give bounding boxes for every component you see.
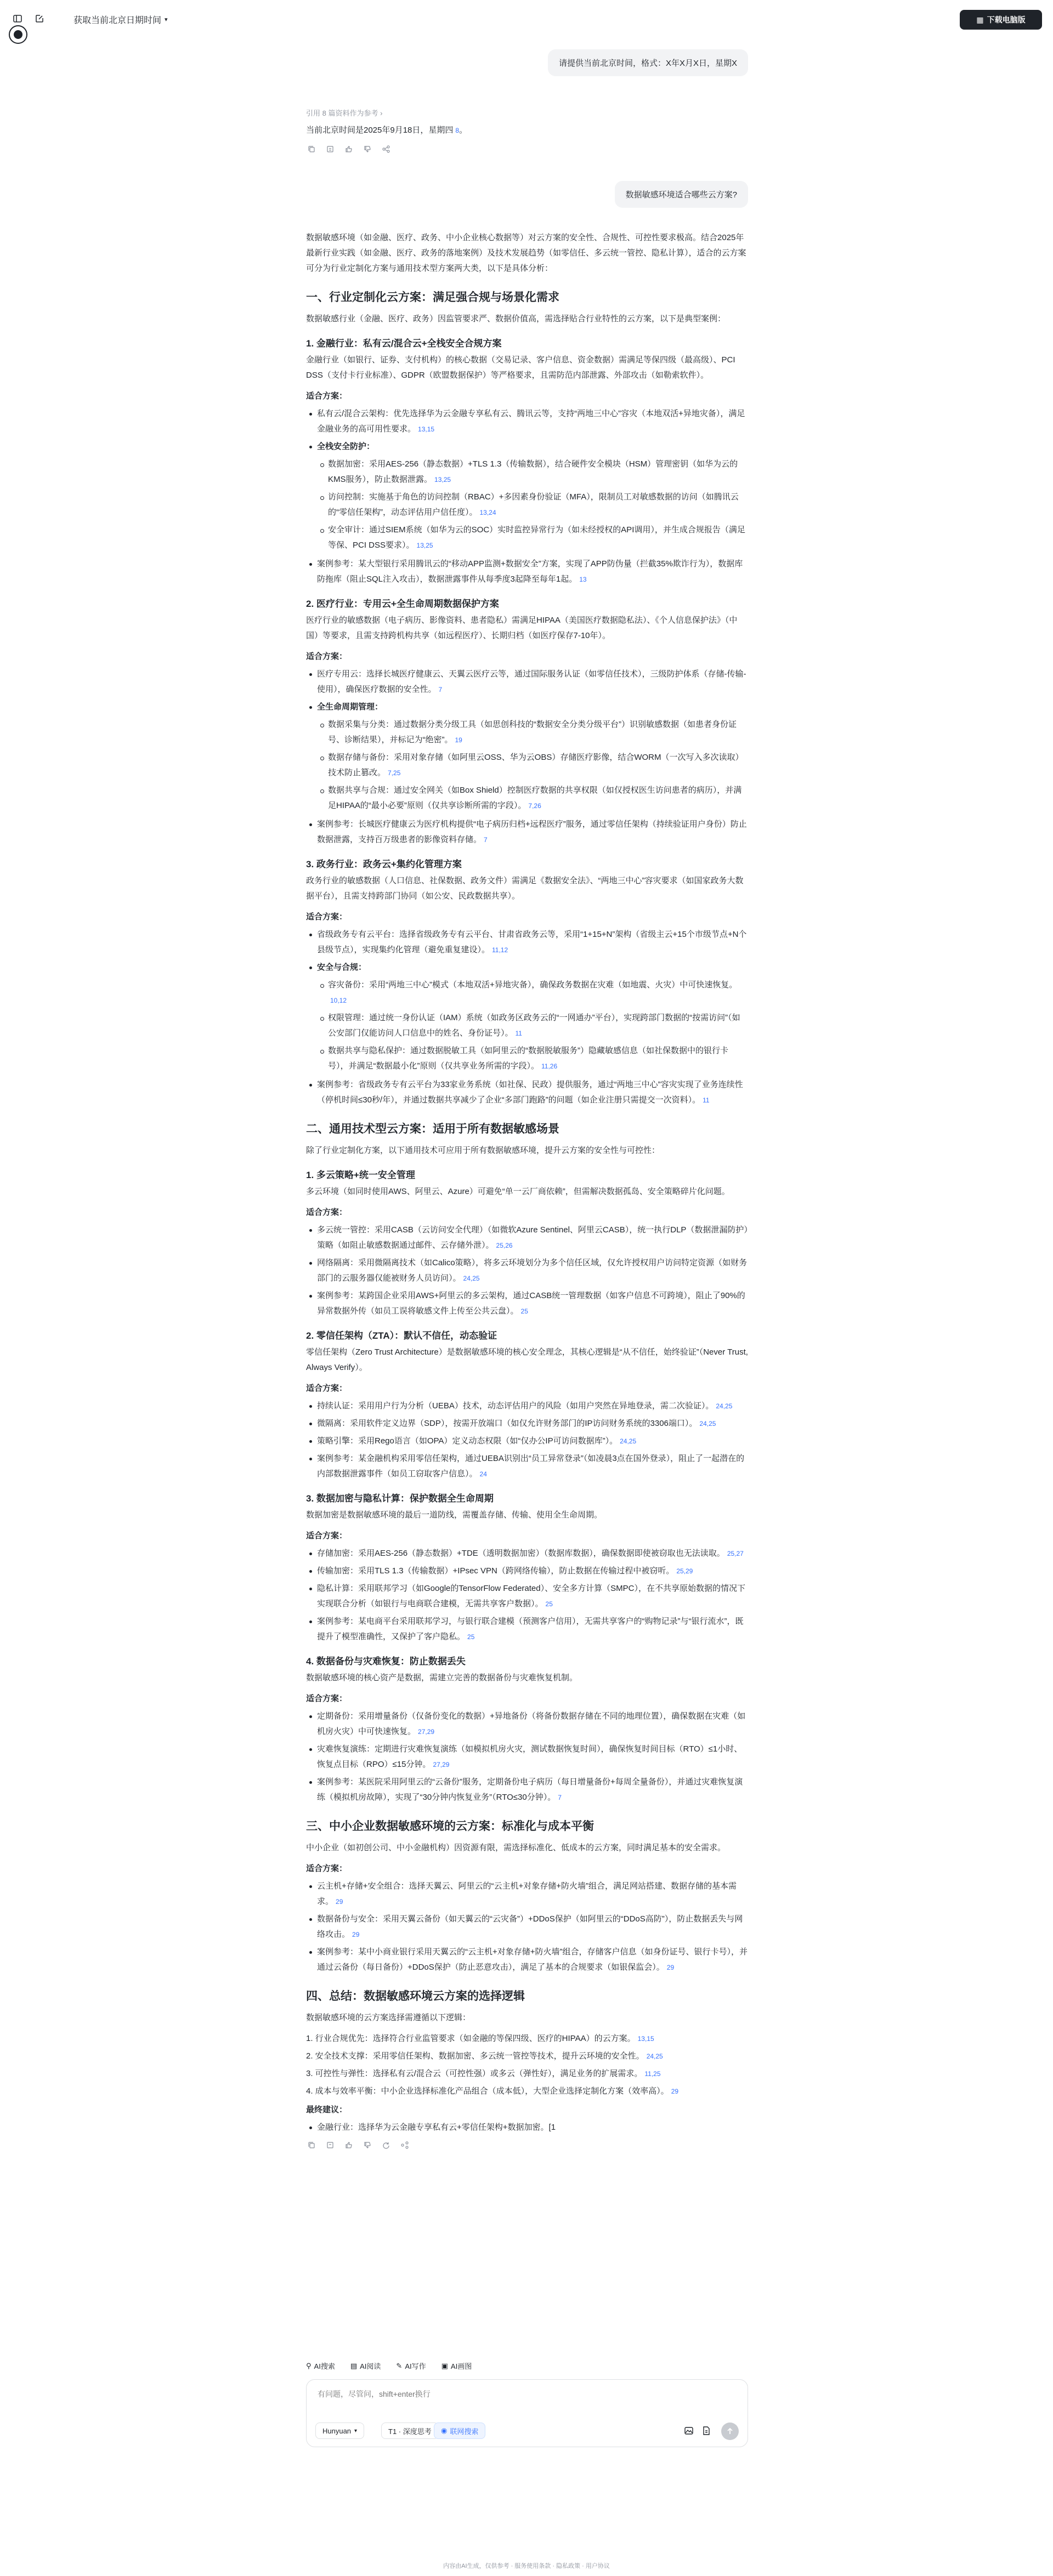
citation-badge[interactable]: 24,25 bbox=[716, 1402, 733, 1410]
file-upload-icon[interactable] bbox=[700, 2425, 712, 2437]
list-item: 数据共享与隐私保护：通过数据脱敏工具（如阿里云的“数据脱敏服务”）隐藏敏感信息（如社保数据中的银行卡号），并满足“数据最小化”原则（仅共享业务所需的字段）。 11,26 bbox=[317, 1043, 748, 1074]
subsection-heading: 1. 多云策略+统一安全管理 bbox=[306, 1170, 415, 1180]
new-chat-icon[interactable] bbox=[32, 11, 47, 26]
list-item: 案例参考：长城医疗健康云为医疗机构提供“电子病历归档+远程医疗”服务，通过零信任架构（持续验证用户身份）防止数据泄露，支持百万级患者的影像资料存储。 7 bbox=[306, 817, 748, 848]
solution-label: 适合方案： bbox=[306, 912, 348, 922]
sidebar-toggle-icon[interactable] bbox=[10, 11, 25, 26]
image-icon: ▣ bbox=[441, 2361, 448, 2370]
list-item: 访问控制：实施基于角色的访问控制（RBAC）+多因素身份验证（MFA），限制员工对敏感数据的访问（如腾讯云的“零信任架构”，动态评估用户信任度）。 13,24 bbox=[317, 490, 748, 520]
thumb-up-icon[interactable] bbox=[343, 144, 354, 155]
citation-badge[interactable]: 13,24 bbox=[479, 509, 496, 516]
send-button[interactable] bbox=[721, 2423, 739, 2440]
solution-label: 适合方案： bbox=[306, 652, 348, 661]
bullet-list bbox=[306, 1398, 748, 1482]
ordered-list bbox=[306, 2031, 748, 2099]
answer-intro: 数据敏感环境（如金融、医疗、政务、中小企业核心数据等）对云方案的安全性、合规性、可控性要求极高。结合2025年最新行业实践（如金融、医疗、政务的落地案例）及技术发展趋势（如零信任、多云统一管控、隐私计算），适合的云方案可分为行业定制化方案与通用技术型方案两大类，以下是具体分析： bbox=[306, 233, 746, 273]
ai-draw-tool[interactable]: ▣ AI画图 bbox=[441, 2361, 472, 2370]
citation-badge[interactable]: 24,25 bbox=[463, 1275, 480, 1282]
subsection-heading: 4. 数据备份与灾难恢复：防止数据丢失 bbox=[306, 1656, 466, 1667]
section-heading: 四、总结：数据敏感环境云方案的选择逻辑 bbox=[306, 1990, 525, 2003]
list-item: 云主机+存储+安全组合：选择天翼云、阿里云的“云主机+对象存储+防火墙”组合，满足网站搭建、数据存储的基本需求。 29 bbox=[306, 1879, 748, 1909]
ai-read-tool[interactable]: ▤ AI阅读 bbox=[350, 2361, 381, 2370]
citation-badge[interactable]: 29 bbox=[336, 1898, 343, 1906]
thumb-down-icon[interactable] bbox=[362, 144, 373, 155]
user-message bbox=[548, 49, 748, 76]
bullet-list bbox=[306, 1222, 748, 1319]
message-actions bbox=[306, 2140, 748, 2151]
list-item: 权限管理：通过统一身份认证（IAM）系统（如政务区政务云的“一网通办”平台），实现跨部门数据的“按需访问”（如公安部门仅能访问人口信息中的姓名、身份证号）。 11 bbox=[317, 1010, 748, 1041]
user-message-text: 数据敏感环境适合哪些云方案? bbox=[625, 190, 737, 200]
assistant-message-text: 当前北京时间是2025年9月18日，星期四 bbox=[306, 126, 454, 135]
citation-badge[interactable]: 11,25 bbox=[644, 2070, 661, 2078]
citation-badge[interactable]: 7 bbox=[558, 1794, 562, 1801]
assistant-answer bbox=[306, 230, 748, 2151]
section-heading: 三、中小企业数据敏感环境的云方案：标准化与成本平衡 bbox=[306, 1820, 594, 1833]
list-item: 案例参考：某电商平台采用联邦学习，与银行联合建模（预测客户信用），无需共享客户的“购物记录”与“银行流水”，既提升了模型准确性，又保护了客户隐私。 25 bbox=[306, 1614, 748, 1645]
copy-icon[interactable] bbox=[306, 144, 317, 155]
image-upload-icon[interactable] bbox=[683, 2425, 695, 2437]
list-item: 数据采集与分类：通过数据分类分级工具（如思创科技的“数据安全分类分级平台”）识别敏感数据（如患者身份证号、诊断结果），并标记为“绝密”。 19 bbox=[317, 717, 748, 748]
citation-badge[interactable]: 27,29 bbox=[433, 1761, 450, 1768]
list-item: 案例参考：某跨国企业采用AWS+阿里云的多云架构，通过CASB统一管理数据（如客户信息不可跨境），阻止了90%的异常数据外传（如员工误将敏感文件上传至公共云盘）。 25 bbox=[306, 1288, 748, 1319]
citation-badge[interactable]: 25 bbox=[467, 1633, 475, 1641]
download-label: 下载电脑版 bbox=[987, 15, 1026, 24]
citation-badge[interactable]: 11 bbox=[515, 1030, 522, 1037]
list-item: 数据共享与合规：通过安全网关（如Box Shield）控制医疗数据的共享权限（如仅授权医生访问患者的病历），并满足HIPAA的“最小必要”原则（仅共享诊断所需的字段）。 7,26 bbox=[317, 783, 748, 814]
chevron-down-icon: ▾ bbox=[165, 16, 168, 23]
solution-label: 适合方案： bbox=[306, 1531, 348, 1540]
document-icon[interactable] bbox=[325, 2140, 336, 2151]
thumb-down-icon[interactable] bbox=[362, 2140, 373, 2151]
citation-badge[interactable]: 25 bbox=[520, 1307, 528, 1315]
citation-badge[interactable]: 24 bbox=[479, 1470, 487, 1478]
solution-label: 适合方案： bbox=[306, 391, 348, 401]
list-item: 策略引擎：采用Rego语言（如OPA）定义动态权限（如“仅办公IP可访问数据库”）。 24,25 bbox=[306, 1434, 748, 1449]
subsection-desc: 医疗行业的敏感数据（电子病历、影像资料、患者隐私）需满足HIPAA（美国医疗数据隐私法）、《个人信息保护法》（中国）等要求，且需支持跨机构共享（如远程医疗）、长期归档（如医疗保存7-10年）。 bbox=[306, 616, 738, 640]
model-selector[interactable]: Hunyuan ▾ bbox=[315, 2423, 364, 2439]
list-item: 案例参考：省级政务专有云平台为33家业务系统（如社保、民政）提供服务，通过“两地三中心”容灾实现了业务连续性（停机时间≤30秒/年），并通过数据共享减少了企业“多部门跑路”的问题（如企业注册只需提交一次资料）。 11 bbox=[306, 1077, 748, 1108]
assistant-message: 当前北京时间是2025年9月18日，星期四 8。 bbox=[306, 126, 468, 135]
nested-list bbox=[317, 457, 748, 553]
list-item: 1. 行业合规优先：选择符合行业监管要求（如金融的等保四级、医疗的HIPAA）的云方案。 13,15 bbox=[306, 2034, 654, 2043]
list-item: 定期备份：采用增量备份（仅备份变化的数据）+异地备份（将备份数据存储在不同的地理位置），确保数据在灾难（如机房火灾）中可快速恢复。 27,29 bbox=[306, 1709, 748, 1739]
citation-badge[interactable]: 19 bbox=[455, 736, 462, 744]
citation-badge[interactable]: 29 bbox=[671, 2088, 679, 2095]
citation-badge[interactable]: 24,25 bbox=[620, 1437, 637, 1445]
chevron-down-icon: ▾ bbox=[354, 2427, 358, 2434]
share-icon[interactable] bbox=[399, 2140, 410, 2151]
ai-write-tool[interactable]: ✎ AI写作 bbox=[396, 2361, 426, 2370]
citation-badge[interactable]: 7 bbox=[484, 836, 488, 844]
solution-label: 适合方案： bbox=[306, 1208, 348, 1217]
citation-badge[interactable]: 11,12 bbox=[492, 946, 508, 954]
reference-count-text: 引用 8 篇资料作为参考 bbox=[306, 109, 378, 117]
bullet-list bbox=[306, 406, 748, 587]
list-item: 3. 可控性与弹性：选择私有云/混合云（可控性强）或多云（弹性好），满足业务的扩展需求。 11,25 bbox=[306, 2069, 661, 2078]
subsection-desc: 金融行业（如银行、证券、支付机构）的核心数据（交易记录、客户信息、资金数据）需满足等保四级（最高级）、PCI DSS（支付卡行业标准）、GDPR（欧盟数据保护）等严格要求，且需防范内部泄露、外部攻击（如勒索软件）。 bbox=[306, 355, 735, 380]
section-desc: 除了行业定制化方案，以下通用技术可应用于所有数据敏感环境，提升云方案的安全性与可控性： bbox=[306, 1146, 660, 1155]
list-item: 隐私计算：采用联邦学习（如Google的TensorFlow Federated）、安全多方计算（SMPC），在不共享原始数据的情况下实现联合分析（如银行与电商联合建模，无需共享客户数据）。 25 bbox=[306, 1581, 748, 1612]
citation-badge[interactable]: 27,29 bbox=[418, 1728, 435, 1736]
conversation-title-text: 获取当前北京日期时间 bbox=[73, 16, 162, 25]
solution-label: 适合方案： bbox=[306, 1384, 348, 1393]
book-icon: ▤ bbox=[350, 2361, 358, 2370]
list-item: 2. 安全技术支撑：采用零信任架构、数据加密、多云统一管控等技术，提升云环境的安全性。 24,25 bbox=[306, 2051, 663, 2061]
message-actions bbox=[306, 144, 392, 155]
citation-badge[interactable]: 11,26 bbox=[541, 1062, 558, 1070]
citation-badge[interactable]: 24,25 bbox=[646, 2052, 663, 2060]
list-item: 灾难恢复演练：定期进行灾难恢复演练（如模拟机房火灾，测试数据恢复时间），确保恢复时间目标（RTO）≤1小时、恢复点目标（RPO）≤15分钟。 27,29 bbox=[306, 1742, 748, 1772]
app-logo[interactable] bbox=[9, 25, 27, 44]
section-desc: 数据敏感行业（金融、医疗、政务）因监管要求严、数据价值高，需选择贴合行业特性的云方案，以下是典型案例： bbox=[306, 314, 726, 323]
list-item: 4. 成本与效率平衡：中小企业选择标准化产品组合（成本低），大型企业选择定制化方案（效率高）。 29 bbox=[306, 2086, 679, 2096]
subsection-heading: 3. 政务行业：政务云+集约化管理方案 bbox=[306, 859, 462, 869]
list-item: 案例参考：某大型银行采用腾讯云的“移动APP监测+数据安全”方案，实现了APP防伪量（拦截35%欺诈行为），数据库防拖库（阻止SQL注入攻击），数据泄露事件从每季度3起降至每年1起。 13 bbox=[306, 556, 748, 587]
document-icon[interactable] bbox=[325, 144, 336, 155]
subsection-heading: 1. 金融行业：私有云/混合云+全栈安全合规方案 bbox=[306, 338, 502, 349]
net-search-toggle[interactable]: ◉ 联网搜索 bbox=[434, 2423, 485, 2439]
section-desc: 中小企业（如初创公司、中小金融机构）因资源有限，需选择标准化、低成本的云方案，同时满足基本的安全需求。 bbox=[306, 1843, 726, 1852]
citation-badge[interactable]: 24,25 bbox=[699, 1420, 716, 1428]
bullet-list bbox=[306, 667, 748, 848]
share-icon[interactable] bbox=[381, 144, 392, 155]
citation-badge[interactable]: 13,15 bbox=[637, 2035, 654, 2043]
citation-badge[interactable]: 13,25 bbox=[434, 476, 451, 484]
subsection-desc: 政务行业的敏感数据（人口信息、社保数据、政务文件）需满足《数据安全法》、“两地三中心”容灾要求（如国家政务大数据平台），且需支持跨部门协同（如公安、民政数据共享）。 bbox=[306, 876, 744, 901]
chat-input-box bbox=[306, 2379, 748, 2447]
citation-badge[interactable]: 11 bbox=[703, 1096, 710, 1104]
list-item: 网络隔离：采用微隔离技术（如Calico策略），将多云环境划分为多个信任区域，仅允许授权用户访问特定资源（如财务部门的云服务器仅能被财务人员访问）。 24,25 bbox=[306, 1255, 748, 1286]
user-message bbox=[615, 181, 748, 208]
subsection-desc: 多云环境（如同时使用AWS、阿里云、Azure）可避免“单一云厂商依赖”，但需解决数据孤岛、安全策略碎片化问题。 bbox=[306, 1187, 730, 1196]
desktop-icon: ▦ bbox=[976, 15, 984, 24]
bullet-list bbox=[306, 2120, 748, 2135]
citation-badge[interactable]: 7,25 bbox=[388, 769, 401, 777]
list-item: 案例参考：某中小商业银行采用天翼云的“云主机+对象存储+防火墙”组合，存储客户信息（如身份证号、银行卡号），并通过云备份（每日备份）+DDoS保护（防止恶意攻击），满足了基本的合规要求（如银保监会）。 29 bbox=[306, 1944, 748, 1975]
section-desc: 数据敏感环境的云方案选择需遵循以下逻辑： bbox=[306, 2013, 471, 2022]
citation-badge[interactable]: 29 bbox=[352, 1931, 360, 1938]
list-item: 全生命周期管理： 数据采集与分类：通过数据分类分级工具（如思创科技的“数据安全分类分级平台”）识别敏感数据（如患者身份证号、诊断结果），并标记为“绝密”。 19 数据存储与备份：采用对象存储（如阿里云OSS、华为云OBS）存储医疗影像，结合WORM（一次写入多次读取）技术防止篡改。 7,25 数据共享与合规：通过安全网关（如Box Shield）控制医疗数据的共享权限（如仅授权医生访问患者的病历），并满足HIPAA的“最小必要”原则（仅共享诊断所需的字段）。 7,26 bbox=[306, 700, 748, 814]
list-item: 数据存储与备份：采用对象存储（如阿里云OSS、华为云OBS）存储医疗影像，结合WORM（一次写入多次读取）技术防止篡改。 7,25 bbox=[317, 750, 748, 781]
final-label: 最终建议： bbox=[306, 2105, 348, 2114]
citation-badge[interactable]: 10,12 bbox=[330, 997, 347, 1004]
list-item: 存储加密：采用AES-256（静态数据）+TDE（透明数据加密）（数据库数据），确保数据即使被窃取也无法读取。 25,27 bbox=[306, 1546, 748, 1561]
citation-badge[interactable]: 13 bbox=[579, 576, 587, 583]
section-heading: 一、行业定制化云方案：满足强合规与场景化需求 bbox=[306, 291, 559, 304]
section-heading: 二、通用技术型云方案：适用于所有数据敏感场景 bbox=[306, 1123, 559, 1135]
download-desktop-button[interactable] bbox=[960, 10, 1042, 30]
list-item: 多云统一管控：采用CASB（云访问安全代理）（如微软Azure Sentinel、阿里云CASB），统一执行DLP（数据泄漏防护）策略（如阻止敏感数据通过邮件、云存储外泄）。 25,26 bbox=[306, 1222, 748, 1253]
bullet-list bbox=[306, 1709, 748, 1805]
regenerate-icon[interactable] bbox=[381, 2140, 392, 2151]
subsection-heading: 3. 数据加密与隐私计算：保护数据全生命周期 bbox=[306, 1493, 494, 1504]
subsection-heading: 2. 医疗行业：专用云+全生命周期数据保护方案 bbox=[306, 599, 499, 609]
citation-badge[interactable]: 8 bbox=[455, 127, 460, 134]
user-message-text: 请提供当前北京时间，格式：X年X月X日，星期X bbox=[558, 59, 737, 68]
citation-badge[interactable]: 29 bbox=[666, 1964, 675, 1971]
search-icon: ⚲ bbox=[306, 2361, 312, 2370]
bullet-list bbox=[306, 1546, 748, 1645]
subsection-desc: 数据敏感环境的核心资产是数据，需建立完善的数据备份与灾难恢复机制。 bbox=[306, 1673, 578, 1682]
send-icon bbox=[726, 2427, 734, 2435]
footer-disclaimer: 内容由AI生成，仅供参考 · 服务使用条款 · 隐私政策 · 用户协议 bbox=[443, 2563, 610, 2569]
citation-badge[interactable]: 25,29 bbox=[676, 1567, 693, 1575]
list-item: 微隔离：采用软件定义边界（SDP），按需开放端口（如仅允许财务部门的IP访问财务系统的3306端口）。 24,25 bbox=[306, 1416, 748, 1431]
citation-badge[interactable]: 7 bbox=[438, 686, 443, 693]
list-item: 安全审计：通过SIEM系统（如华为云的SOC）实时监控异常行为（如未经授权的API调用），并生成合规报告（满足等保、PCI DSS要求）。 13,25 bbox=[317, 522, 748, 553]
bullet-list bbox=[306, 1879, 748, 1975]
citation-badge[interactable]: 13,25 bbox=[416, 542, 433, 549]
list-item: 容灾备份：采用“两地三中心”模式（本地双活+异地灾备），确保政务数据在灾难（如地震、火灾）中可快速恢复。10,12 bbox=[317, 977, 748, 1008]
list-item: 案例参考：某金融机构采用零信任架构，通过UEBA识别出“员工异常登录”（如凌晨3点在国外登录），阻止了一起潜在的内部数据泄露事件（如员工窃取客户信息）。 24 bbox=[306, 1451, 748, 1482]
pen-icon: ✎ bbox=[396, 2361, 403, 2370]
list-item: 案例参考：某医院采用阿里云的“云备份”服务，定期备份电子病历（每日增量备份+每周全量备份），并通过灾难恢复演练（模拟机房故障），实现了“30分钟内恢复业务”（RTO≤30分钟）。 7 bbox=[306, 1775, 748, 1805]
top-bar bbox=[0, 0, 1053, 38]
list-item: 传输加密：采用TLS 1.3（传输数据）+IPsec VPN（跨网络传输），防止数据在传输过程中被窃听。 25,29 bbox=[306, 1563, 748, 1579]
subsection-desc: 数据加密是数据敏感环境的最后一道防线，需覆盖存储、传输、使用全生命周期。 bbox=[306, 1510, 603, 1520]
list-item: 医疗专用云：选择长城医疗健康云、天翼云医疗云等，通过国际服务认证（如零信任技术），三级防护体系（存储-传输-使用），确保医疗数据的安全性。 7 bbox=[306, 667, 748, 697]
copy-icon[interactable] bbox=[306, 2140, 317, 2151]
solution-label: 适合方案： bbox=[306, 1694, 348, 1703]
citation-badge[interactable]: 25 bbox=[545, 1600, 553, 1608]
globe-icon: ◉ bbox=[441, 2426, 448, 2435]
nested-list bbox=[317, 977, 748, 1074]
subsection-heading: 2. 零信任架构（ZTA）：默认不信任，动态验证 bbox=[306, 1330, 497, 1341]
citation-badge[interactable]: 25,27 bbox=[727, 1550, 744, 1557]
chat-input[interactable] bbox=[318, 2390, 734, 2398]
citation-badge[interactable]: 25,26 bbox=[496, 1242, 513, 1249]
tool-shortcuts bbox=[306, 2361, 472, 2371]
citation-badge[interactable]: 7,26 bbox=[528, 802, 541, 810]
list-item: 全栈安全防护： 数据加密：采用AES-256（静态数据）+TLS 1.3（传输数据），结合硬件安全模块（HSM）管理密钥（如华为云的KMS服务），防止数据泄露。 13,25 访问控制：实施基于角色的访问控制（RBAC）+多因素身份验证（MFA），限制员工对敏感数据的访问（如腾讯云的“零信任架构”，动态评估用户信任度）。 13,24 安全审计：通过SIEM系统（如华为云的SOC）实时监控异常行为（如未经授权的API调用），并生成合规报告（满足等保、PCI DSS要求）。 13,25 bbox=[306, 439, 748, 553]
list-item: 私有云/混合云架构：优先选择华为云金融专享私有云、腾讯云等，支持“两地三中心”容灾（本地双活+异地灾备），满足金融业务的高可用性要求。 13,15 bbox=[306, 406, 748, 437]
thumb-up-icon[interactable] bbox=[343, 2140, 354, 2151]
reference-count[interactable] bbox=[306, 107, 382, 118]
conversation-title[interactable] bbox=[73, 13, 168, 26]
list-item: 数据加密：采用AES-256（静态数据）+TLS 1.3（传输数据），结合硬件安全模块（HSM）管理密钥（如华为云的KMS服务），防止数据泄露。 13,25 bbox=[317, 457, 748, 487]
ai-search-tool[interactable]: ⚲ AI搜索 bbox=[306, 2361, 335, 2370]
solution-label: 适合方案： bbox=[306, 1864, 348, 1873]
list-item: 持续认证：采用用户行为分析（UEBA）技术，动态评估用户的风险（如用户突然在异地登录，需二次验证）。 24,25 bbox=[306, 1398, 748, 1414]
list-item: 金融行业：选择华为云金融专享私有云+零信任架构+数据加密。[1 bbox=[306, 2120, 748, 2135]
list-item: 数据备份与安全：采用天翼云备份（如天翼云的“云灾备”）+DDoS保护（如阿里云的“DDoS高防”），防止数据丢失与网络攻击。 29 bbox=[306, 1912, 748, 1942]
nested-list bbox=[317, 717, 748, 814]
citation-badge[interactable]: 13,15 bbox=[418, 425, 435, 433]
chevron-right-icon: › bbox=[380, 109, 383, 117]
subsection-desc: 零信任架构（Zero Trust Architecture）是数据敏感环境的核心安全理念，其核心逻辑是“从不信任，始终验证”（Never Trust, Always Verify）。 bbox=[306, 1347, 748, 1372]
list-item: 省级政务专有云平台：选择省级政务专有云平台、甘肃省政务云等，采用“1+15+N”架构（省级主云+15个市级节点+N个县级节点），实现集约化管理（避免重复建设）。 11,12 bbox=[306, 927, 748, 958]
deep-think-toggle[interactable]: T1 · 深度思考 bbox=[381, 2423, 439, 2439]
bullet-list bbox=[306, 927, 748, 1108]
list-item: 安全与合规： 容灾备份：采用“两地三中心”模式（本地双活+异地灾备），确保政务数据在灾难（如地震、火灾）中可快速恢复。10,12 权限管理：通过统一身份认证（IAM）系统（如政务区政务云的“一网通办”平台），实现跨部门数据的“按需访问”（如公安部门仅能访问人口信息中的姓名、身份证号）。 11 数据共享与隐私保护：通过数据脱敏工具（如阿里云的“数据脱敏服务”）隐藏敏感信息（如社保数据中的银行卡号），并满足“数据最小化”原则（仅共享业务所需的字段）。 11,26 bbox=[306, 960, 748, 1074]
